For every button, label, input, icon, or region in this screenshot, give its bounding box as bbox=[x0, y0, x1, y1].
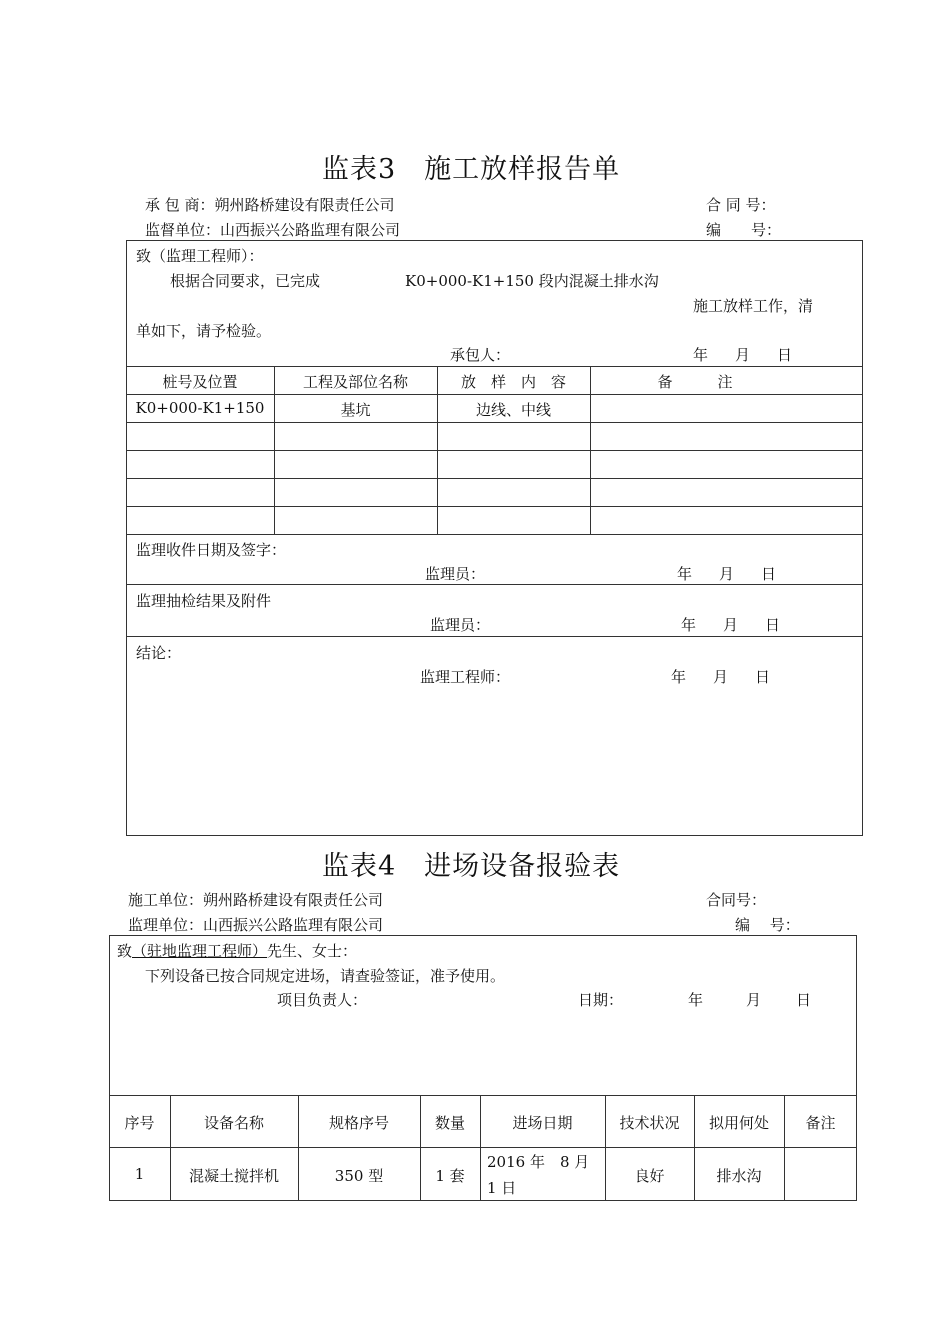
date-label: 日期： bbox=[578, 991, 624, 1009]
table-row-spec: 350 型 bbox=[334, 1167, 384, 1185]
header-part-name: 工程及部位名称 bbox=[302, 373, 408, 391]
table-row-part: 基坑 bbox=[340, 401, 371, 419]
form4-supervisor-label: 监理单位： bbox=[128, 916, 204, 934]
table-row-entry-date: 2016 年 8 月 1 日 bbox=[487, 1153, 605, 1197]
divider bbox=[126, 394, 863, 395]
supervisor-label: 监督单位： bbox=[145, 221, 221, 239]
divider bbox=[480, 1095, 481, 1201]
receipt-month: 月 bbox=[719, 565, 735, 583]
header-condition: 技术状况 bbox=[619, 1114, 680, 1132]
divider bbox=[784, 1095, 785, 1201]
form4-year: 年 bbox=[688, 991, 704, 1009]
header-spec: 规格序号 bbox=[328, 1114, 389, 1132]
form3-title: 监表3 施工放样报告单 bbox=[322, 154, 621, 185]
form4-month: 月 bbox=[746, 991, 762, 1009]
form4-supervisor-name: 山西振兴公路监理有限公司 bbox=[203, 916, 384, 934]
divider bbox=[126, 478, 863, 479]
spotcheck-month: 月 bbox=[723, 616, 739, 634]
table-row-station: K0+000-K1+150 bbox=[135, 399, 265, 417]
receipt-inspector-label: 监理员： bbox=[425, 565, 486, 583]
table-row-content: 边线、中线 bbox=[475, 401, 551, 419]
sign-day: 日 bbox=[777, 346, 793, 364]
engineer-label: 监理工程师： bbox=[420, 668, 511, 686]
form4-body: 下列设备已按合同规定进场，请查验签证，准予使用。 bbox=[145, 967, 506, 985]
form3-addressee: 致（监理工程师）： bbox=[136, 247, 264, 265]
receipt-year: 年 bbox=[677, 565, 693, 583]
spotcheck-inspector-label: 监理员： bbox=[430, 616, 491, 634]
manager-label: 项目负责人： bbox=[277, 991, 368, 1009]
addressee-name: （驻地监理工程师） bbox=[132, 942, 268, 960]
spotcheck-label: 监理抽检结果及附件 bbox=[136, 592, 272, 610]
contractor-name: 朔州路桥建设有限责任公司 bbox=[214, 196, 395, 214]
table-row-equipment: 混凝土搅拌机 bbox=[188, 1167, 279, 1185]
addressee-prefix: 致 bbox=[117, 942, 133, 960]
conclusion-month: 月 bbox=[713, 668, 729, 686]
receipt-day: 日 bbox=[761, 565, 777, 583]
supervisor-row bbox=[145, 219, 400, 240]
header-remarks: 备 注 bbox=[657, 373, 733, 391]
form4-title: 监表4 进场设备报验表 bbox=[322, 851, 621, 882]
sign-year: 年 bbox=[693, 346, 709, 364]
contract-no-label: 合 同 号： bbox=[706, 196, 776, 214]
table-row-condition: 良好 bbox=[634, 1167, 665, 1185]
header-index: 序号 bbox=[124, 1114, 155, 1132]
divider bbox=[126, 450, 863, 451]
sign-month: 月 bbox=[735, 346, 751, 364]
contractor-label: 承 包 商： bbox=[145, 196, 215, 214]
form3-body-segment: K0+000-K1+150 段内混凝土排水沟 bbox=[405, 272, 659, 290]
divider bbox=[126, 584, 863, 585]
table-row-quantity: 1 套 bbox=[435, 1167, 465, 1185]
contractor-row bbox=[145, 194, 395, 215]
table-row-usage: 排水沟 bbox=[716, 1167, 762, 1185]
spotcheck-year: 年 bbox=[681, 616, 697, 634]
supervisor-name: 山西振兴公路监理有限公司 bbox=[220, 221, 401, 239]
form4-contract-no-label: 合同号： bbox=[706, 891, 767, 909]
builder-row bbox=[128, 889, 383, 910]
form4-serial-label: 编 号： bbox=[735, 916, 800, 934]
header-entry-date: 进场日期 bbox=[512, 1114, 573, 1132]
header-station: 桩号及位置 bbox=[162, 373, 238, 391]
header-layout-content: 放 样 内 容 bbox=[460, 373, 566, 391]
conclusion-year: 年 bbox=[671, 668, 687, 686]
addressee-suffix: 先生、女士： bbox=[267, 942, 358, 960]
builder-label: 施工单位： bbox=[128, 891, 204, 909]
conclusion-day: 日 bbox=[755, 668, 771, 686]
form4-day: 日 bbox=[796, 991, 812, 1009]
form3-body-tail: 单如下，请予检验。 bbox=[136, 322, 272, 340]
header-remarks: 备注 bbox=[805, 1114, 836, 1132]
table-row-index: 1 bbox=[134, 1165, 145, 1183]
header-quantity: 数量 bbox=[434, 1114, 465, 1132]
divider bbox=[126, 636, 863, 637]
divider bbox=[126, 422, 863, 423]
divider bbox=[109, 1147, 857, 1148]
header-equipment-name: 设备名称 bbox=[203, 1114, 264, 1132]
conclusion-label: 结论： bbox=[136, 644, 182, 662]
builder-name: 朔州路桥建设有限责任公司 bbox=[203, 891, 384, 909]
divider bbox=[126, 534, 863, 535]
serial-label: 编 号： bbox=[706, 221, 782, 239]
receipt-label: 监理收件日期及签字： bbox=[136, 541, 287, 559]
spotcheck-day: 日 bbox=[765, 616, 781, 634]
divider bbox=[126, 506, 863, 507]
form3-body-intro: 根据合同要求，已完成 bbox=[170, 272, 321, 290]
form3-body-work: 施工放样工作，清 bbox=[693, 297, 814, 315]
contractor-sign-label: 承包人： bbox=[450, 346, 511, 364]
form4-supervisor-row bbox=[128, 914, 383, 935]
divider bbox=[109, 1095, 857, 1096]
divider bbox=[126, 366, 863, 367]
form4-addressee bbox=[117, 940, 357, 961]
header-usage: 拟用何处 bbox=[708, 1114, 769, 1132]
